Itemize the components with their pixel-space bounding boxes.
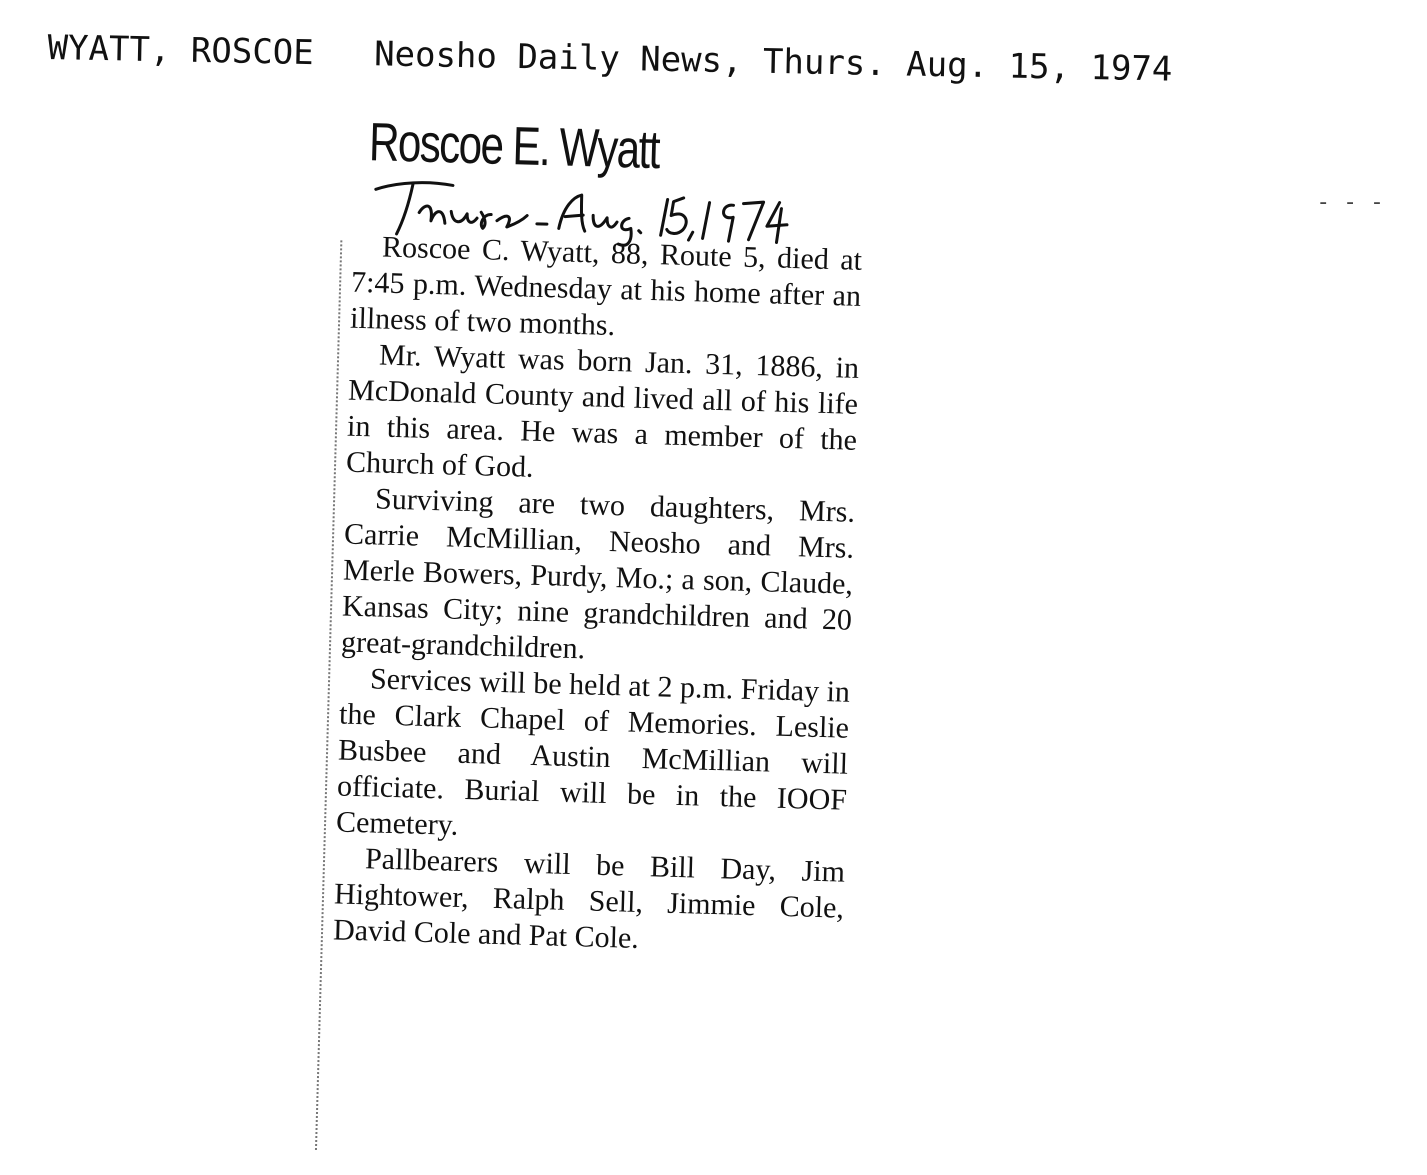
- paragraph-survivors: Surviving are two daughters, Mrs. Carrie McMillian, Neosho and Mrs. Merle Bowers, Purdy, Mo.; a son, Claude, Kansas City; nine grandchildren and 20 great-grandchildren.: [340, 482, 856, 666]
- obituary-headline: Roscoe E. Wyatt: [368, 112, 660, 181]
- paragraph-death: Roscoe C. Wyatt, 88, Route 5, died at 7:45 p.m. Wednesday at his home after an illness of two months.: [349, 230, 863, 343]
- paragraph-biography: Mr. Wyatt was born Jan. 31, 1886, in McDonald County and lived all of his life in this area. He was a member of the Church of God.: [345, 338, 860, 484]
- paragraph-pallbearers: Pallbearers will be Bill Day, Jim Hightower, Ralph Sell, Jimmie Cole, David Cole and Pat Cole.: [332, 842, 846, 955]
- typed-header: [47, 28, 1408, 94]
- header-source: Neosho Daily News, Thurs. Aug. 15, 1974: [373, 34, 1173, 90]
- newspaper-clipping: [301, 110, 890, 1175]
- paragraph-services: Services will be held at 2 p.m. Friday in the Clark Chapel of Memories. Leslie Busbee and Austin McMillian will officiate. Burial will be in the IOOF Cemetery.: [335, 662, 851, 842]
- obituary-body: [333, 229, 863, 963]
- header-name: WYATT, ROSCOE: [47, 28, 315, 74]
- stray-marks: - - -: [1319, 190, 1387, 215]
